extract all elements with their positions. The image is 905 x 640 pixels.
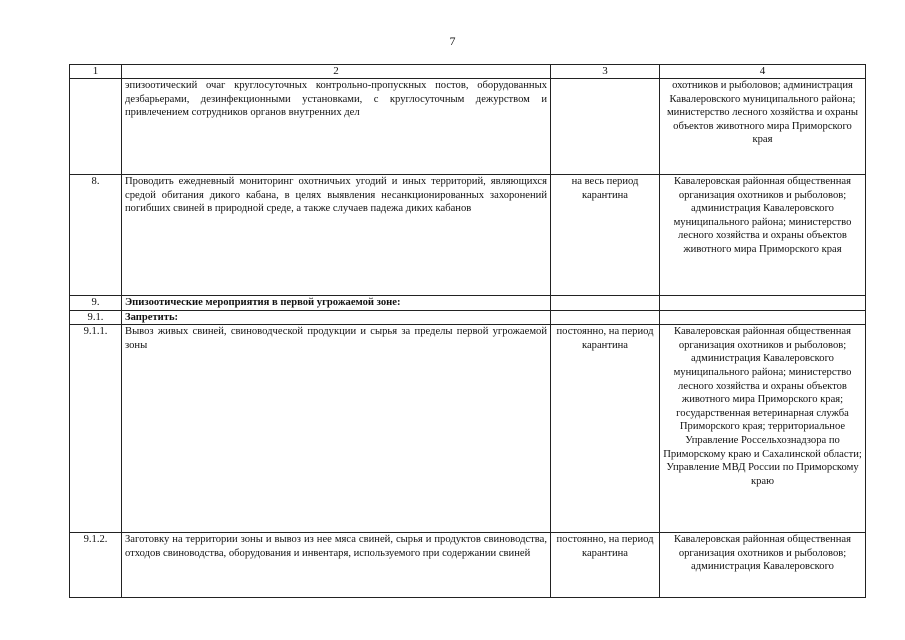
- row-term: на весь период карантина: [551, 175, 660, 296]
- row-number: 9.1.1.: [70, 325, 122, 533]
- header-col-3: 3: [551, 65, 660, 79]
- row-responsible: [660, 296, 866, 311]
- row-term: [551, 79, 660, 175]
- table-row: [70, 296, 866, 311]
- header-col-2: 2: [122, 65, 551, 79]
- row-measure-text: Вывоз живых свиней, свиноводческой продукции и сырья за пределы первой угрожаемой зоны: [122, 325, 551, 533]
- table-header-row: [70, 65, 866, 79]
- subsection-heading: Запретить:: [122, 310, 551, 325]
- row-number: 9.: [70, 296, 122, 311]
- row-responsible: [660, 310, 866, 325]
- row-term: постоянно, на период карантина: [551, 325, 660, 533]
- row-number: 9.1.: [70, 310, 122, 325]
- table-row: [70, 533, 866, 598]
- measures-table: [69, 64, 866, 598]
- section-heading: Эпизоотические мероприятия в первой угрожаемой зоне:: [122, 296, 551, 311]
- row-measure-text: Заготовку на территории зоны и вывоз из нее мяса свиней, сырья и продуктов свиноводства, отходов свиноводства, оборудования и инвентаря, используемого при содержании свиней: [122, 533, 551, 598]
- row-measure-text: Проводить ежедневный мониторинг охотничьих угодий и иных территорий, являющихся средой обитания дикого кабана, в целях выявления несанкционированных захоронений погибших свиней в природной среде, а также случаев падежа диких кабанов: [122, 175, 551, 296]
- table-row: [70, 310, 866, 325]
- table-row: [70, 79, 866, 175]
- header-col-4: 4: [660, 65, 866, 79]
- row-number: 8.: [70, 175, 122, 296]
- page-number: 7: [449, 34, 456, 48]
- row-number: [70, 79, 122, 175]
- row-term: постоянно, на период карантина: [551, 533, 660, 598]
- row-measure-text: эпизоотический очаг круглосуточных контрольно-пропускных постов, оборудованных дезбарьерами, дезинфекционными установками, с круглосуточным дежурством и привлечением сотрудников органов внутренних дел: [122, 79, 551, 175]
- row-term: [551, 296, 660, 311]
- header-col-1: 1: [70, 65, 122, 79]
- table-row: [70, 175, 866, 296]
- row-number: 9.1.2.: [70, 533, 122, 598]
- row-responsible: Кавалеровская районная общественная организация охотников и рыболовов; администрация Кавалеровского муниципального района; министерство лесного хозяйства и охраны объектов животного мира Приморского края: [660, 175, 866, 296]
- table-row: [70, 325, 866, 533]
- row-responsible: Кавалеровская районная общественная организация охотников и рыболовов; администрация Кавалеровского: [660, 533, 866, 598]
- row-responsible: Кавалеровская районная общественная организация охотников и рыболовов; администрация Кавалеровского муниципального района; министерство лесного хозяйства и охраны объектов животного мира Приморского края; государственная ветеринарная служба Приморского края; территориальное Управление Россельхознадзора по Приморскому краю и Сахалинской области; Управление МВД России по Приморскому краю: [660, 325, 866, 533]
- row-responsible: охотников и рыболовов; администрация Кавалеровского муниципального района; министерство лесного хозяйства и охраны объектов животного мира Приморского края: [660, 79, 866, 175]
- row-term: [551, 310, 660, 325]
